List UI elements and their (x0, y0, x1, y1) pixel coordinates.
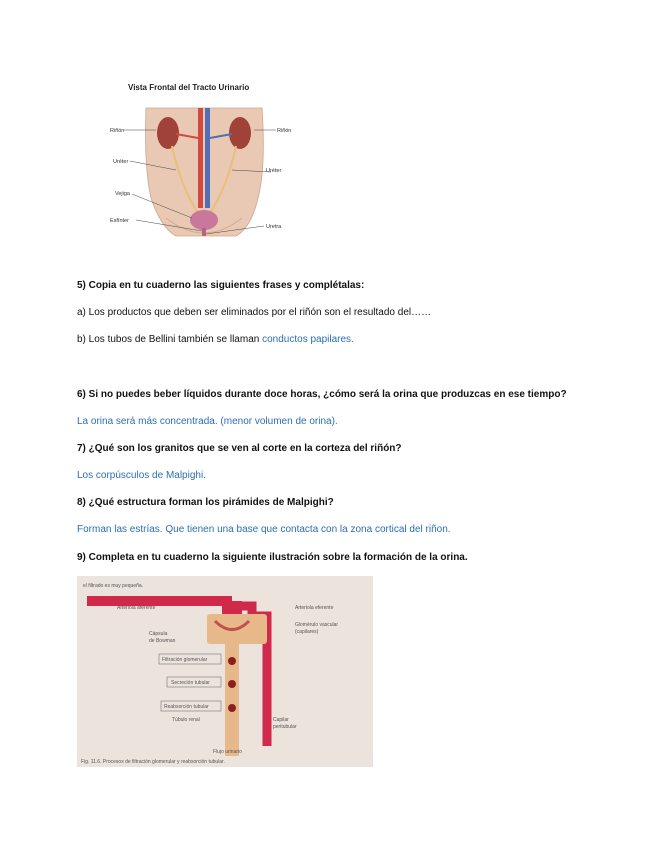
label-ureter-left: Uréter (113, 159, 129, 165)
label-rinon-right: Riñón (277, 128, 292, 134)
label-reabsorcion: Reabsorción tubular (164, 704, 209, 710)
fig2-top-text: el filtrado es muy pequeña. (83, 583, 144, 589)
question-5-heading: 5) Copia en tu cuaderno las siguientes frases y complétalas: (77, 280, 365, 291)
label-uretra: Uretra (266, 224, 282, 230)
urinary-tract-figure (106, 78, 302, 240)
label-glomerulo: Glomérulo vascular (295, 622, 339, 628)
right-kidney (229, 117, 251, 149)
question-8-heading: 8) ¿Qué estructura forman los pirámides de Malpighi? (77, 497, 334, 508)
question-8-answer: Forman las estrías. Que tienen una base que contacta con la zona cortical del riñon. (77, 524, 451, 535)
question-5b-answer: conductos papilares. (262, 334, 354, 345)
label-tubulo: Túbulo renal (172, 717, 200, 723)
label-de-bowman: de Bowman (149, 638, 176, 644)
label-arteriola-eferente: Arteriola eferente (295, 605, 334, 611)
marker-3 (228, 704, 236, 712)
question-7-answer: Los corpúsculos de Malpighi. (77, 470, 206, 481)
label-secrecion: Secreción tubular (171, 680, 210, 686)
urine-formation-figure (77, 576, 373, 767)
question-5b (77, 334, 354, 345)
label-vejiga: Vejiga (115, 191, 130, 197)
label-esfinter: Esfínter (110, 218, 129, 224)
label-capsula: Cápsula (149, 631, 168, 637)
urine-formation-illustration (77, 576, 373, 767)
label-peritubular: peritubular (273, 724, 297, 730)
question-9-heading: 9) Completa en tu cuaderno la siguiente ilustración sobre la formación de la orina. (77, 552, 468, 563)
question-5a: a) Los productos que deben ser eliminados por el riñón son el resultado del…… (77, 307, 432, 318)
label-rinon-left: Riñón (110, 128, 125, 134)
left-kidney (157, 117, 179, 149)
bladder (190, 210, 218, 230)
marker-1 (228, 657, 236, 665)
question-6-heading: 6) Si no puedes beber líquidos durante doce horas, ¿cómo será la orina que produzcas en ese tiempo? (77, 389, 567, 400)
label-capilar: Capilar (273, 717, 289, 723)
urinary-figure-title: Vista Frontal del Tracto Urinario (128, 83, 250, 92)
question-5b-prefix: b) Los tubos de Bellini también se llaman (77, 334, 263, 345)
label-flujo: Flujo urinario (213, 749, 242, 755)
label-filtracion: Filtración glomerular (162, 657, 208, 663)
fig2-caption: Fig. 11.6. Procesos de filtración glomerular y reabsorción tubular. (81, 759, 225, 765)
marker-2 (228, 680, 236, 688)
question-6-answer: La orina será más concentrada. (menor volumen de orina). (77, 416, 338, 427)
question-7-heading: 7) ¿Qué son los granitos que se ven al corte en la corteza del riñón? (77, 443, 402, 454)
label-ureter-right: Uréter (266, 168, 282, 174)
label-capilares: (capilares) (295, 629, 319, 635)
label-arteriola-aferente: Arteriola aferente (117, 605, 156, 611)
urinary-tract-illustration (106, 78, 302, 240)
